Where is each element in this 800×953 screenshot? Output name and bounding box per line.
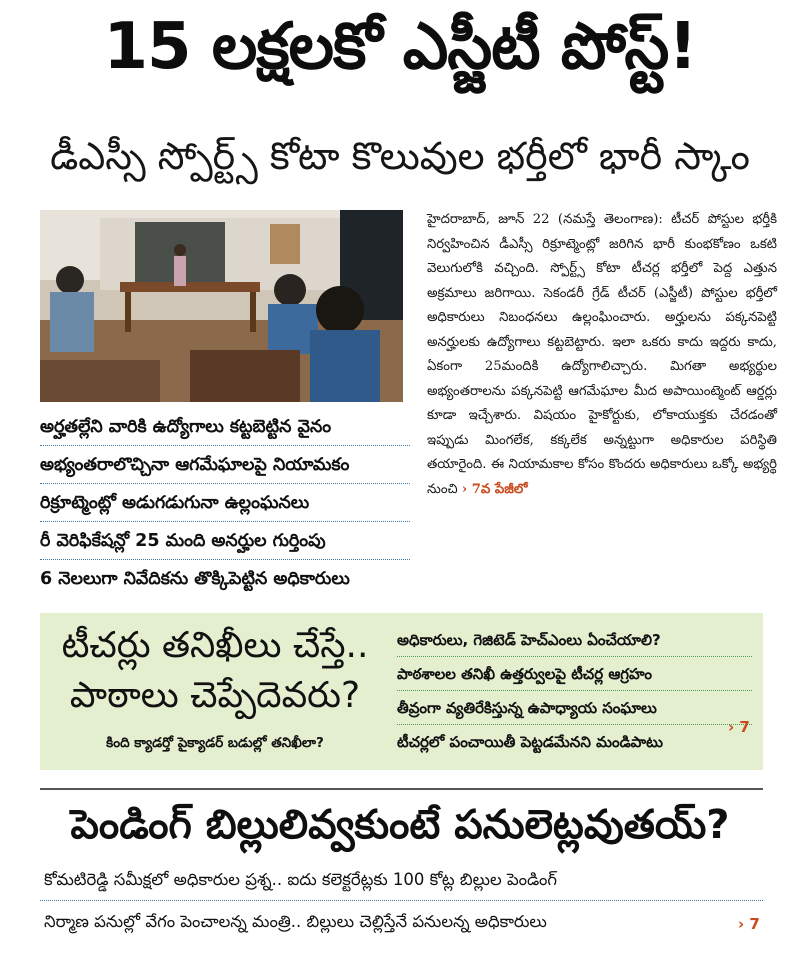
teacher-box-headline (40, 613, 390, 770)
bottom-subline-1: కోమటిరెడ్డి సమీక్షలో అధికారుల ప్రశ్న.. ఐదు కలెక్టరేట్లకు 100 కోట్ల బిల్లుల పెండింగ్ (44, 870, 557, 889)
teacher-point: తీవ్రంగా వ్యతిరేకిస్తున్న ఉపాధ్యాయ సంఘాలు (397, 691, 752, 725)
teacher-box-points (397, 623, 752, 759)
section-divider (40, 788, 763, 790)
highlights-list (40, 408, 410, 598)
bottom-subline-2: నిర్మాణ పనుల్లో వేగం పెంచాలన్న మంత్రి.. బిల్లులు చెల్లిస్తేనే పనులన్న అధికారులు (44, 912, 547, 931)
subheadline: డీఎస్సీ స్పోర్ట్స్ కోటా కొలువుల భర్తీలో భారీ స్కాం (50, 134, 750, 178)
headline: 15 లక్షలకో ఎస్జీటీ పోస్ట్! (103, 10, 697, 84)
teacher-box-line1: టీచర్లు తనిఖీలు చేస్తే.. (61, 625, 369, 666)
teacher-point: పాఠశాలల తనిఖీ ఉత్తర్వులపై టీచర్ల ఆగ్రహం (397, 657, 752, 691)
highlight-item: 6 నెలలుగా నివేదికను తొక్కిపెట్టిన అధికారులు (40, 569, 350, 589)
bottom-page-ref[interactable]: › 7 (738, 915, 760, 933)
teacher-point: అధికారులు, గెజిటెడ్ హెచ్ఎంలు ఏంచేయాలి? (397, 623, 752, 657)
teacher-box-note: కింది క్యాడర్తో పైక్యాడర్ బడుల్లో తనిఖీలా? (106, 735, 324, 751)
highlight-item: అభ్యంతరాలొచ్చినా ఆగమేఘాలపై నియామకం (40, 446, 410, 484)
article-body (427, 208, 777, 502)
highlight-item: రీ వెరిఫికేషన్లో 25 మంది అనర్హుల గుర్తింపు (40, 522, 410, 560)
dotted-divider (40, 900, 763, 901)
continued-link[interactable]: › 7వ పేజీలో (461, 481, 528, 497)
bottom-headline: పెండింగ్ బిల్లులివ్వకుంటే పనులెట్లవుతయ్? (70, 802, 730, 848)
teacher-box (40, 613, 763, 770)
teacher-box-line2: పాఠాలు చెప్పేదెవరు? (69, 675, 361, 716)
classroom-illustration (40, 210, 403, 402)
classroom-photo (40, 210, 403, 402)
teacher-page-ref[interactable]: › 7 (728, 718, 750, 736)
highlight-item: అర్హతల్లేని వారికి ఉద్యోగాలు కట్టబెట్టిన వైనం (40, 408, 410, 446)
continued-label: 7వ పేజీలో (471, 481, 528, 497)
teacher-point: టీచర్లలో పంచాయితీ పెట్టడమేనని మండిపాటు (397, 733, 663, 751)
article-text: హైదరాబాద్, జూన్ 22 (నమస్తే తెలంగాణ): టీచర్ పోస్టుల భర్తీకి నిర్వహించిన డీఎస్సీ రిక్రూట్మెంట్లో జరిగిన భారీ కుంభకోణం ఒకటి వెలుగులోకి వచ్చింది. స్పోర్ట్స్ కోటా టీచర్ల భర్తీలో పెద్ద ఎత్తున అక్రమాలు జరిగాయి. సెకండరీ గ్రేడ్ టీచర్ (ఎస్జీటీ) పోస్టుల భర్తీలో అధికారులు నిబంధనలు ఉల్లంఘించారు. అర్హులను పక్కనపెట్టి అనర్హులకు ఉద్యోగాలు కట్టబెట్టారు. ఇలా ఒకరు కాదు ఇద్దరు కాదు, ఏకంగా 25మందికి ఉద్యోగాలిచ్చారు. మిగతా అభ్యర్థుల అభ్యంతరాలను పక్కనపెట్టి ఆగమేఘాల మీద అపాయింట్మెంట్ ఆర్డర్లు కూడా ఇచ్చేశారు. విషయం హైకోర్టుకు, లోకాయుక్తకు చేరడంతో ఇప్పుడు మింగలేక, కక్కలేక అన్నట్టుగా అధికారుల పరిస్థితి తయారైంది. ఈ నియామకాల కోసం కొందరు అధికారులు ఒక్కో అభ్యర్థి నుంచి (427, 212, 777, 497)
highlight-item: రిక్రూట్మెంట్లో అడుగడుగునా ఉల్లంఘనలు (40, 484, 410, 522)
